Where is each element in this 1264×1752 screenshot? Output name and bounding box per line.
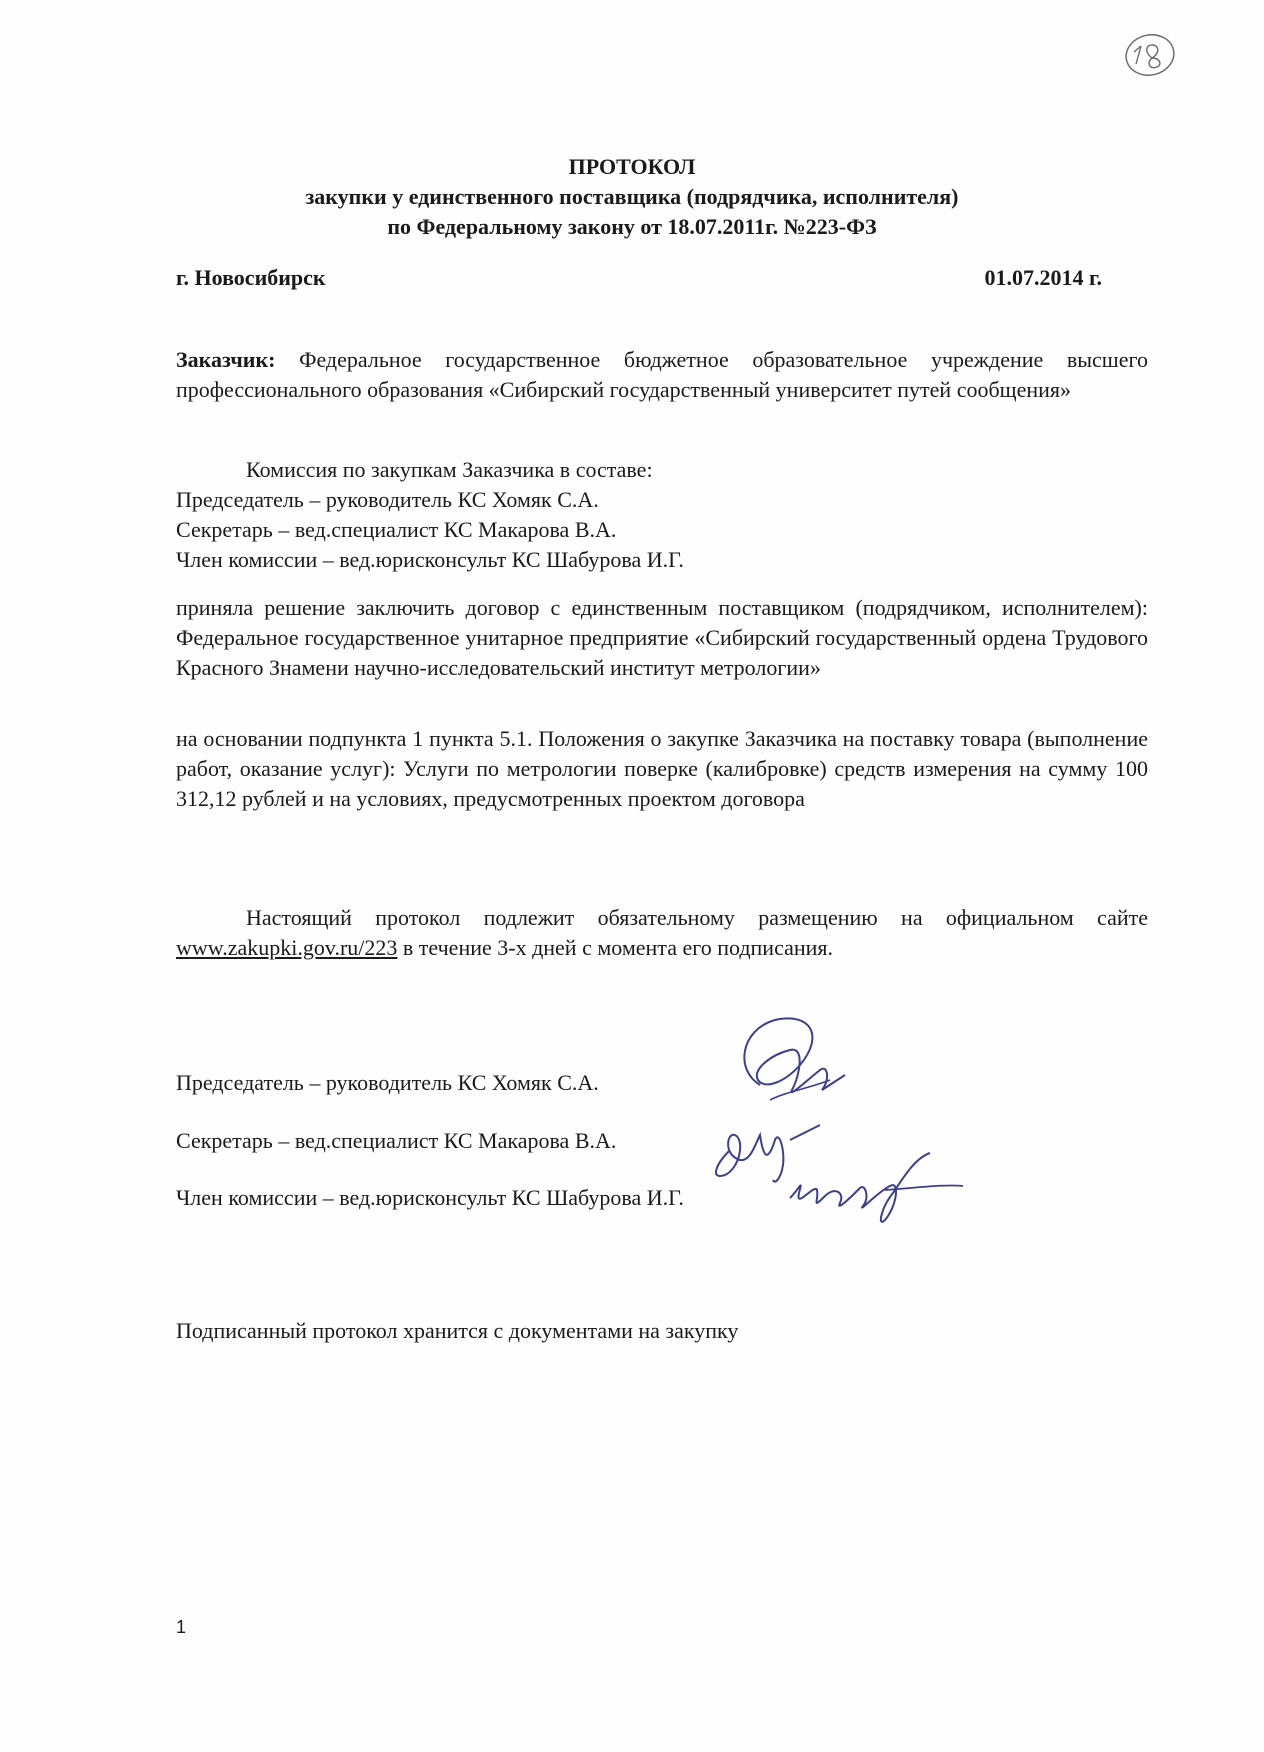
basis-paragraph: на основании подпункта 1 пункта 5.1. Положения о закупке Заказчика на поставку товара (выполнение работ, оказание услуг): Услуги по метрологии поверке (калибровке) средств измерения на сумму 100 312,12 рублей и на условиях, предусмотренных проектом договора	[176, 726, 1148, 811]
handwritten-page-number-stamp	[1122, 30, 1178, 80]
signature-line-secretary: Секретарь – вед.специалист КС Макарова В.А.	[176, 1128, 617, 1153]
publication-text-before: Настоящий протокол подлежит обязательному размещению на официальном сайте	[246, 905, 1148, 930]
signature-line-chair: Председатель – руководитель КС Хомяк С.А.	[176, 1070, 599, 1095]
publication-paragraph	[176, 903, 1148, 963]
commission-block	[176, 455, 1148, 575]
signature-line-member: Член комиссии – вед.юрисконсульт КС Шабурова И.Г.	[176, 1185, 684, 1210]
document-title: ПРОТОКОЛ	[568, 154, 696, 179]
document-subtitle: закупки у единственного поставщика (подрядчика, исполнителя)	[305, 184, 959, 209]
document-law-reference: по Федеральному закону от 18.07.2011г. №223-ФЗ	[387, 214, 877, 239]
commission-intro: Комиссия по закупкам Заказчика в составе:	[246, 457, 653, 482]
handwritten-signature-member	[785, 1148, 965, 1230]
protocol-date: 01.07.2014 г.	[984, 265, 1102, 290]
commission-member: Член комиссии – вед.юрисконсульт КС Шабурова И.Г.	[176, 547, 684, 572]
customer-paragraph	[176, 345, 1148, 405]
place-and-date	[176, 265, 1102, 291]
decision-paragraph: приняла решение заключить договор с единственным поставщиком (подрядчиком, исполнителем): Федеральное государственное унитарное предприятие «Сибирский государственный ордена Трудового Красного Знамени научно-исследовательский институт метрологии»	[176, 595, 1148, 680]
customer-label: Заказчик:	[176, 347, 276, 372]
storage-note: Подписанный протокол хранится с документами на закупку	[176, 1318, 739, 1343]
publication-text-after: в течение 3-х дней с момента его подписания.	[397, 935, 834, 960]
handwritten-signature-chair	[730, 1010, 860, 1120]
procurement-site-link[interactable]: www.zakupki.gov.ru/223	[176, 935, 398, 960]
customer-text: Федеральное государственное бюджетное образовательное учреждение высшего профессионального образования «Сибирский государственный университет путей сообщения»	[176, 347, 1148, 402]
city: г. Новосибирск	[176, 265, 326, 290]
document-title-block	[0, 152, 1264, 242]
page-number: 1	[176, 1617, 187, 1637]
commission-member-secretary: Секретарь – вед.специалист КС Макарова В.А.	[176, 517, 617, 542]
commission-member-chair: Председатель – руководитель КС Хомяк С.А.	[176, 487, 599, 512]
